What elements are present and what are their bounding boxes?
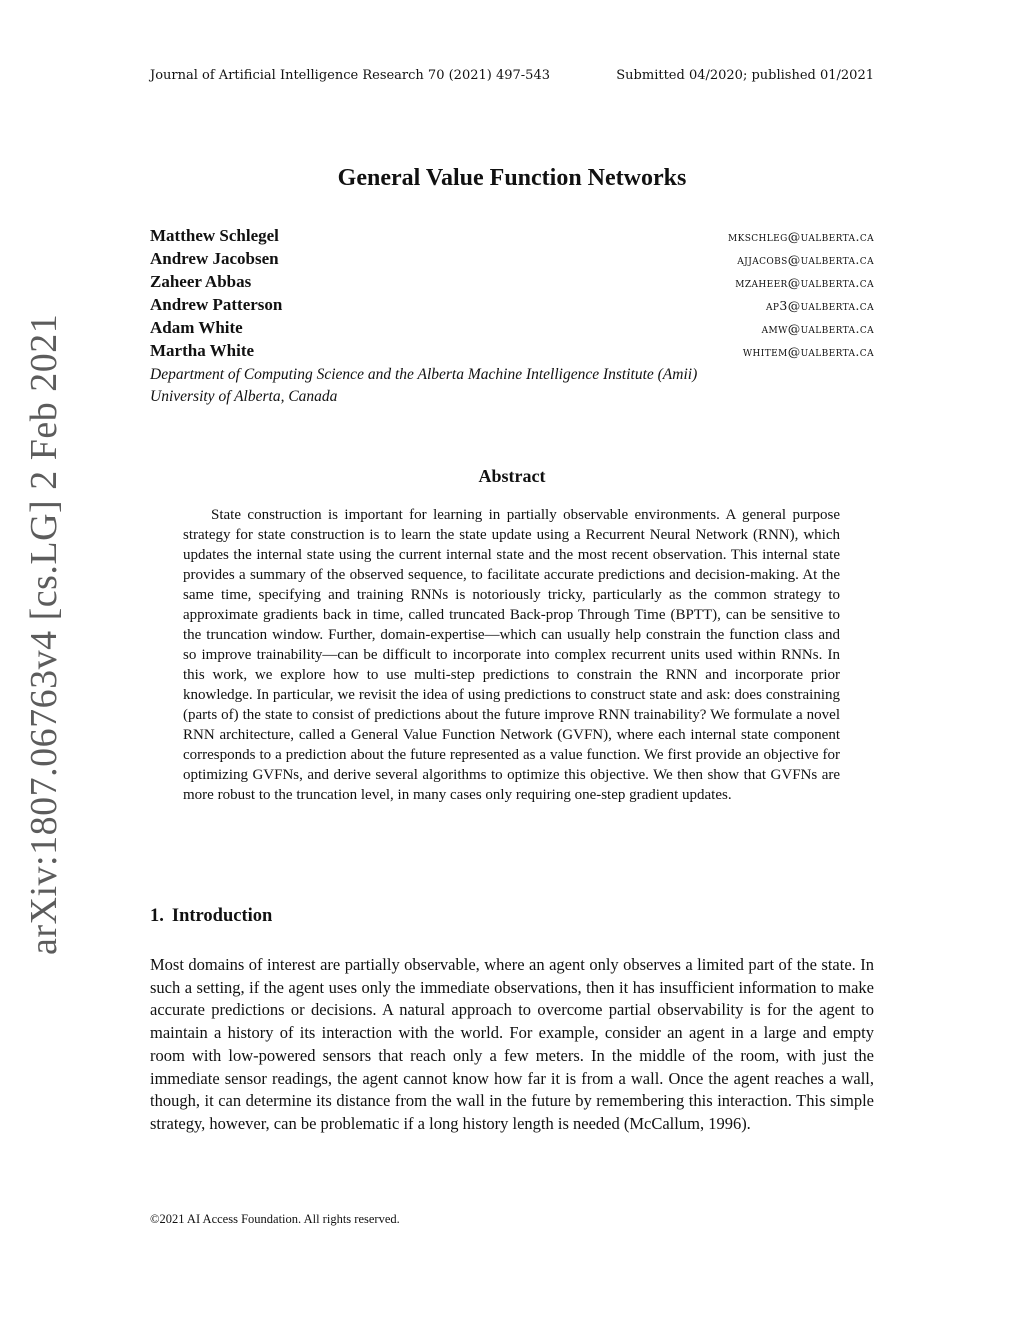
author-name: Zaheer Abbas <box>150 272 252 291</box>
author-block <box>150 226 874 408</box>
submission-dates: Submitted 04/2020; published 01/2021 <box>616 68 874 83</box>
introduction-paragraph: Most domains of interest are partially observable, where an agent only observes a limited part of the state. In such a setting, if the agent uses only the immediate observations, then it has insufficient information to make accurate predictions or decisions. A natural approach to overcome partial observability is for the agent to maintain a history of its interaction with the world. For example, consider an agent in a large and empty room with low-powered sensors that reach only a few meters. In the middle of the room, with just the immediate sensor readings, the agent cannot know how far it is from a wall. Once the agent reaches a wall, though, it can determine its distance from the wall in the future by remembering this interaction. This simple strategy, however, can be problematic if a long history length is needed (McCallum, 1996). <box>150 955 874 1133</box>
section-heading-introduction <box>150 906 280 927</box>
section-title: Introduction <box>171 906 273 926</box>
section-number: 1. <box>150 906 164 926</box>
author-row <box>150 318 874 341</box>
author-row <box>150 295 874 318</box>
affiliation-university: University of Alberta, Canada <box>150 388 338 405</box>
author-name: Andrew Patterson <box>150 295 283 314</box>
author-row <box>150 226 874 249</box>
author-email[interactable]: ajjacobs@ualberta.ca <box>737 252 874 267</box>
author-row <box>150 341 874 364</box>
copyright-footer: ©2021 AI Access Foundation. All rights reserved. <box>150 1212 400 1226</box>
author-name: Matthew Schlegel <box>150 226 279 245</box>
author-email[interactable]: mkschleg@ualberta.ca <box>727 229 874 244</box>
author-name: Andrew Jacobsen <box>150 249 279 268</box>
author-name: Martha White <box>150 341 255 360</box>
author-email[interactable]: amw@ualberta.ca <box>761 321 874 336</box>
author-email[interactable]: mzaheer@ualberta.ca <box>735 275 874 290</box>
author-row <box>150 249 874 272</box>
journal-header: Journal of Artificial Intelligence Research 70 (2021) 497-543 <box>150 68 550 83</box>
author-row <box>150 272 874 295</box>
abstract-heading: Abstract <box>478 466 546 486</box>
abstract-text: State construction is important for learning in partially observable environments. A general purpose strategy for state construction is to learn the state update using a Recurrent Neural Network (RNN), which updates the internal state using the current internal state and the most recent observation. This internal state provides a summary of the observed sequence, to facilitate accurate predictions and decision-making. At the same time, specifying and training RNNs is notoriously tricky, particularly as the common strategy to approximate gradients back in time, called truncated Back-prop Through Time (BPTT), can be sensitive to the truncation window. Further, domain-expertise—which can usually help constrain the function class and so improve trainability—can be difficult to incorporate into complex recurrent units used within RNNs. In this work, we explore how to use multi-step predictions to constrain the RNN and incorporate prior knowledge. In particular, we revisit the idea of using predictions to construct state and ask: does constraining (parts of) the state to consist of predictions about the future improve RNN trainability? We formulate a novel RNN architecture, called a General Value Function Network (GVFN), where each internal state component corresponds to a prediction about the future represented as a value function. We first provide an objective for optimizing GVFNs, and derive several algorithms to optimize this objective. We then show that GVFNs are more robust to the truncation level, in many cases only requiring one-step gradient updates. <box>183 507 840 803</box>
author-email[interactable]: ap3@ualberta.ca <box>766 298 874 313</box>
author-email[interactable]: whitem@ualberta.ca <box>742 344 874 359</box>
affiliation-department: Department of Computing Science and the Alberta Machine Intelligence Institute (Amii) <box>150 366 698 383</box>
arxiv-identifier[interactable]: arXiv:1807.06763v4 [cs.LG] 2 Feb 2021 <box>23 313 65 955</box>
author-name: Adam White <box>150 318 243 337</box>
paper-title: General Value Function Networks <box>337 165 687 191</box>
